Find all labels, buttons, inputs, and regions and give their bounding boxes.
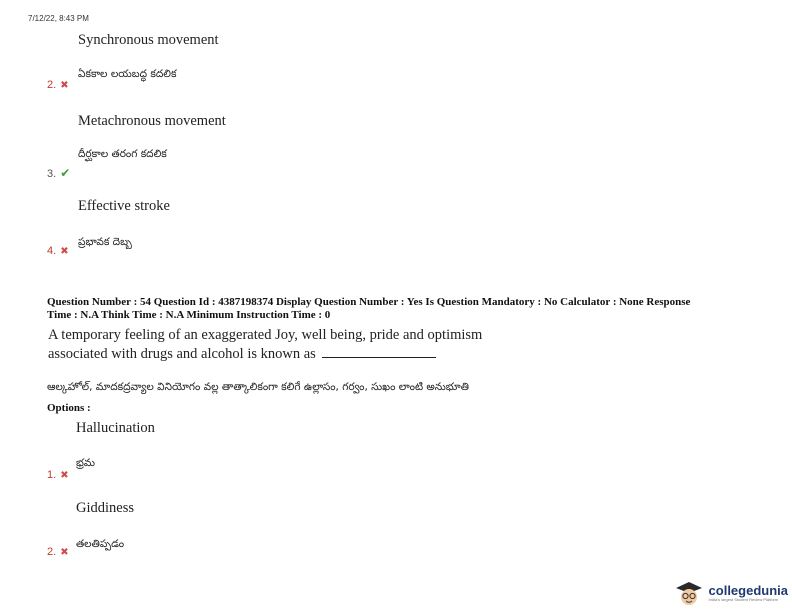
option-english-giddiness: Giddiness <box>76 500 134 516</box>
question-text: associated with drugs and alcohol is known as <box>48 346 316 362</box>
options-label: Options : <box>47 402 91 414</box>
logo-tagline: India's largest Student Review Platform <box>708 597 779 602</box>
wrong-icon: ✖ <box>60 246 69 257</box>
logo-wordmark <box>709 584 788 602</box>
option-telugu-synchronous: ఏకకాల లయబద్ధ కదలిక <box>78 68 177 80</box>
option-telugu-hallucination: భ్రమ <box>76 457 95 469</box>
print-timestamp: 7/12/22, 8:43 PM <box>28 14 89 23</box>
question-meta-line-1: Question Number : 54 Question Id : 4387198374 Display Question Number : Yes Is Question Mandatory : No Calculator : None Response <box>47 296 691 308</box>
option-number-1 <box>47 469 69 481</box>
option-telugu-metachronous: దీర్ఘకాల తరంగ కదలిక <box>78 148 167 160</box>
answer-blank <box>322 345 436 358</box>
option-number-label: 2. <box>47 546 57 558</box>
option-english-synchronous: Synchronous movement <box>78 32 219 48</box>
option-telugu-giddiness: తలతిప్పడం <box>76 538 125 550</box>
correct-check-icon: ✔ <box>60 166 71 180</box>
option-english-hallucination: Hallucination <box>76 420 155 436</box>
option-number-label: 3. <box>47 168 57 180</box>
question-text-line-2 <box>48 345 436 363</box>
wrong-icon: ✖ <box>60 470 69 481</box>
question-telugu-text: ఆల్కహోల్, మాదకద్రవ్యాల వినియోగం వల్ల తాత్కాలికంగా కలిగే ఉల్లాసం, గర్వం, సుఖం లాంటి అనుభూతి <box>47 381 469 393</box>
option-number-4 <box>47 245 69 257</box>
option-number-3 <box>47 166 70 180</box>
option-number-2 <box>47 79 69 91</box>
logo-name: collegedunia <box>708 583 788 598</box>
option-number-label: 4. <box>47 245 57 257</box>
option-number-label: 2. <box>47 79 57 91</box>
question-meta-line-2: Time : N.A Think Time : N.A Minimum Instruction Time : 0 <box>47 309 331 321</box>
wrong-icon: ✖ <box>60 547 69 558</box>
option-english-metachronous: Metachronous movement <box>78 113 226 129</box>
question-text-line-1: A temporary feeling of an exaggerated Joy, well being, pride and optimism <box>48 327 483 343</box>
option-number-label: 1. <box>47 469 57 481</box>
mascot-icon <box>673 580 705 606</box>
option-english-effective-stroke: Effective stroke <box>78 198 170 214</box>
option-number-2 <box>47 546 69 558</box>
option-telugu-effective-stroke: ప్రభావక దెబ్బ <box>78 236 132 248</box>
wrong-icon: ✖ <box>60 80 69 91</box>
collegedunia-logo[interactable] <box>673 580 788 606</box>
